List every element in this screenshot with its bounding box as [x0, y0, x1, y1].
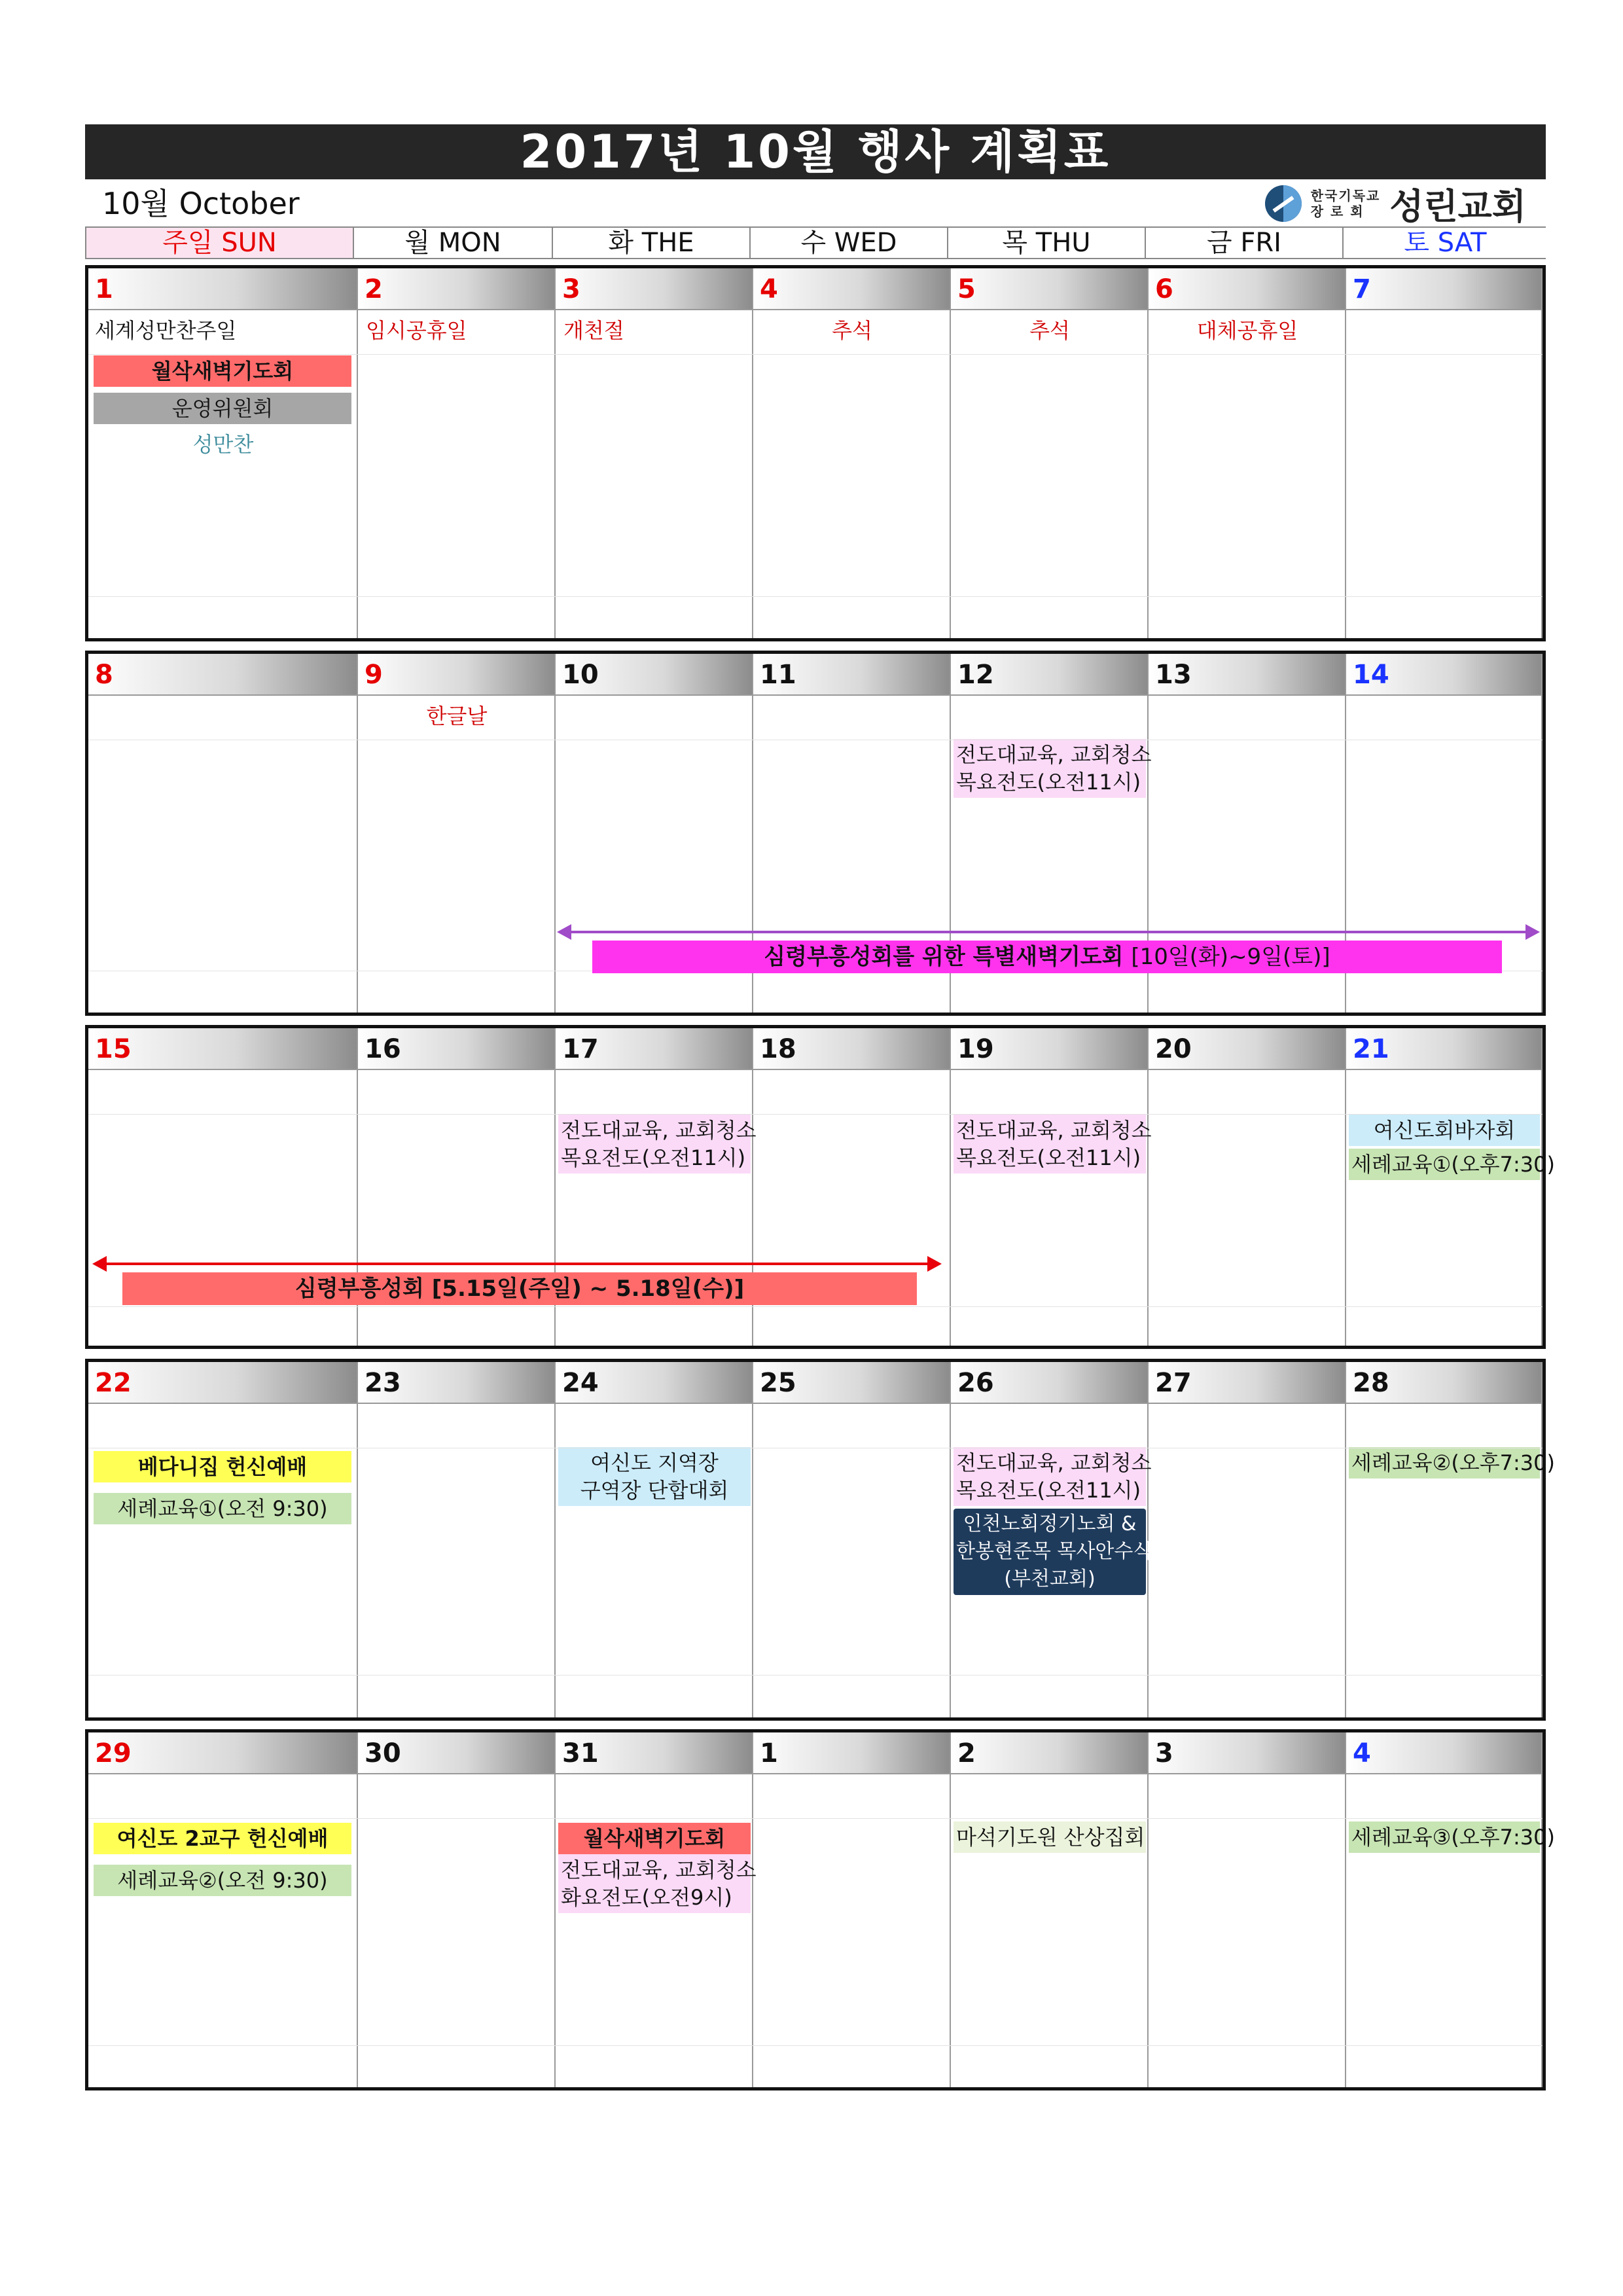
date-number: 3: [556, 268, 752, 310]
date-number: 2: [951, 1732, 1147, 1774]
day-cell: [753, 1362, 951, 1717]
weekday-header: [85, 226, 1546, 259]
weekday-tue: 화 THE: [553, 228, 751, 258]
event-text: 세계성만찬주일: [95, 318, 237, 343]
week-1: [85, 265, 1546, 641]
date-number: 1: [753, 1732, 950, 1774]
day-cell: [1149, 1028, 1346, 1346]
day-cell: [88, 268, 358, 638]
day-cell: [88, 1362, 358, 1717]
weekday-sun: 주일 SUN: [86, 228, 354, 258]
date-number: 20: [1149, 1028, 1345, 1070]
day-cell: [1346, 1028, 1555, 1346]
date-number: 30: [358, 1732, 554, 1774]
day-cell: [358, 1732, 556, 2087]
day-cell: [358, 1362, 556, 1717]
page-title: 2017년 10월 행사 계획표: [85, 124, 1546, 179]
event-text: 성만찬: [192, 432, 254, 457]
day-cell: [1149, 1732, 1346, 2087]
event-banner: 심령부흥성회 [5.15일(주일) ~ 5.18일(수)]: [122, 1272, 917, 1305]
day-cell: [753, 268, 951, 638]
weekday-fri: 금 FRI: [1146, 228, 1344, 258]
subheader: [85, 181, 1546, 226]
event-box: 세례교육③(오후7:30): [1349, 1821, 1540, 1853]
date-number: 26: [951, 1362, 1147, 1404]
day-cell: [951, 1732, 1149, 2087]
day-cell: [1149, 1362, 1346, 1717]
date-number: 10: [556, 654, 752, 696]
weekday-mon: 월 MON: [354, 228, 553, 258]
date-number: 6: [1149, 268, 1345, 310]
week-3: [85, 1025, 1555, 1349]
event-box: 전도대교육, 교회청소 화요전도(오전9시): [558, 1854, 751, 1913]
week-4: [85, 1359, 1555, 1721]
event-text: 개천절: [563, 318, 624, 343]
date-number: 18: [753, 1028, 950, 1070]
day-cell: [1346, 1362, 1555, 1717]
date-number: 14: [1346, 654, 1541, 696]
day-cell: [951, 1362, 1152, 1717]
date-number: 29: [88, 1732, 357, 1774]
event-banner: 심령부흥성회를 위한 특별새벽기도회 [10일(화)~9일(토)]: [592, 941, 1502, 973]
date-number: 12: [951, 654, 1147, 696]
event-box: 세례교육①(오후7:30): [1349, 1149, 1540, 1180]
date-number: 27: [1149, 1362, 1345, 1404]
day-cell: [358, 268, 556, 638]
event-box: 세례교육②(오후7:30): [1349, 1447, 1540, 1479]
date-number: 21: [1346, 1028, 1541, 1070]
day-cell: [1346, 1732, 1555, 2087]
event-box: 운영위원회: [94, 393, 351, 424]
event-text: 추석: [832, 318, 872, 343]
event-box: 세례교육②(오전 9:30): [94, 1865, 351, 1896]
day-cell: [1149, 268, 1346, 638]
event-box: 월삭새벽기도회: [94, 355, 351, 387]
date-number: 31: [556, 1732, 752, 1774]
weekday-sat: 토 SAT: [1344, 228, 1547, 258]
date-number: 8: [88, 654, 357, 696]
church-emblem-icon: [1265, 185, 1302, 222]
date-number: 24: [556, 1362, 752, 1404]
event-box: 세례교육①(오전 9:30): [94, 1493, 351, 1524]
day-cell: [358, 654, 556, 1013]
church-logo: [1265, 183, 1526, 227]
date-number: 5: [951, 268, 1147, 310]
event-box: 전도대교육, 교회청소 목요전도(오전11시): [954, 739, 1146, 798]
event-box: 여신도 지역장 구역장 단합대회: [558, 1447, 751, 1506]
date-number: 7: [1346, 268, 1541, 310]
weekday-wed: 수 WED: [751, 228, 948, 258]
event-box: 인천노회정기노회 & 한봉현준목 목사안수식 (부천교회): [954, 1509, 1146, 1595]
date-number: 15: [88, 1028, 357, 1070]
event-box: 마석기도원 산상집회: [954, 1821, 1146, 1853]
date-number: 25: [753, 1362, 950, 1404]
church-affiliation: 한국기독교 장 로 회: [1310, 188, 1381, 219]
date-number: 2: [358, 268, 554, 310]
week-5: [85, 1729, 1555, 2090]
date-number: 4: [1346, 1732, 1541, 1774]
date-number: 28: [1346, 1362, 1541, 1404]
day-cell: [88, 654, 358, 1013]
date-number: 22: [88, 1362, 357, 1404]
event-box: 여신도회바자회: [1349, 1115, 1540, 1146]
event-text: 임시공휴일: [366, 318, 467, 343]
date-range-arrow: [561, 931, 1536, 933]
church-name: 성린교회: [1389, 185, 1526, 227]
weekday-thu: 목 THU: [948, 228, 1146, 258]
event-box: 전도대교육, 교회청소 목요전도(오전11시): [954, 1115, 1146, 1174]
event-box: 베다니집 헌신예배: [94, 1451, 351, 1482]
date-number: 16: [358, 1028, 554, 1070]
date-number: 4: [753, 268, 950, 310]
date-number: 1: [88, 268, 357, 310]
day-cell: [753, 1732, 951, 2087]
week-2: [85, 651, 1546, 1016]
date-number: 11: [753, 654, 950, 696]
date-number: 19: [951, 1028, 1147, 1070]
event-box: 전도대교육, 교회청소 목요전도(오전11시): [558, 1115, 751, 1174]
day-cell: [556, 1732, 757, 2087]
date-range-arrow: [96, 1263, 938, 1265]
date-number: 23: [358, 1362, 554, 1404]
event-text: 추석: [1029, 318, 1070, 343]
day-cell: [951, 1028, 1152, 1346]
event-text: 한글날: [426, 704, 488, 728]
month-label: 10월 October: [102, 186, 300, 221]
event-box: 여신도 2교구 헌신예배: [94, 1823, 351, 1854]
date-number: 3: [1149, 1732, 1345, 1774]
event-box: 전도대교육, 교회청소 목요전도(오전11시): [954, 1447, 1146, 1506]
day-cell: [951, 268, 1149, 638]
day-cell: [556, 268, 753, 638]
event-text: 대체공휴일: [1196, 318, 1298, 343]
day-cell: [556, 1362, 753, 1717]
date-number: 13: [1149, 654, 1345, 696]
event-box: 월삭새벽기도회: [558, 1823, 751, 1854]
day-cell: [88, 1732, 358, 2087]
day-cell: [1346, 268, 1543, 638]
date-number: 17: [556, 1028, 752, 1070]
date-number: 9: [358, 654, 554, 696]
